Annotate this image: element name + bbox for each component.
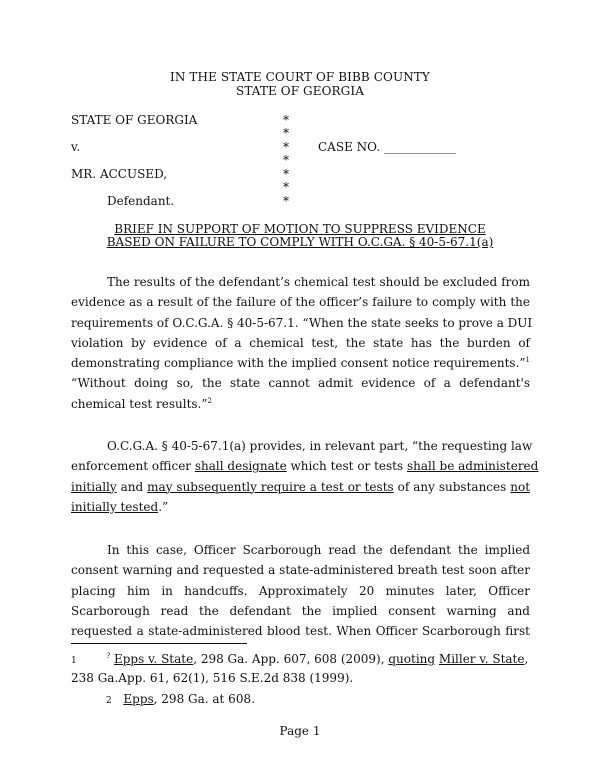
caption-defendant-name: MR. ACCUSED, [71, 167, 168, 181]
paragraph-2 [71, 436, 539, 517]
caption-divider-star: * [283, 180, 289, 194]
paragraph-text: violation by evidence of a chemical test, the state has the burden of [71, 335, 530, 350]
caption-divider-star: * [283, 126, 289, 140]
caption-divider-star: * [283, 140, 289, 154]
caption-defendant-role: Defendant. [107, 194, 175, 208]
paragraph-3 [71, 540, 530, 641]
footnote-ref-2[interactable]: 2 [207, 396, 212, 405]
paragraph-text: enforcement officer [71, 459, 195, 474]
court-state: STATE OF GEORGIA [236, 84, 364, 98]
emphasis-underline: initially tested [71, 499, 159, 514]
brief-title-line2: BASED ON FAILURE TO COMPLY WITH O.C.GA. § 40-5-67.1(a) [106, 235, 494, 249]
emphasis-underline: may subsequently require a test or tests [147, 479, 394, 494]
footnote-number: 1 [71, 656, 77, 666]
footnote-1 [71, 652, 528, 669]
caption-case-number: CASE NO. ____________ [318, 140, 456, 154]
footnote-text: , 298 Ga. App. 607, 608 (2009), [193, 652, 389, 666]
page-number: Page 1 [279, 724, 321, 738]
caption-divider-star: * [283, 194, 289, 208]
paragraph-text: In this case, Officer Scarborough read the defendant the implied [107, 543, 530, 557]
caption-divider-star: * [283, 113, 289, 127]
paragraph-text: “Without doing so, the state cannot admit evidence of a defendant's [71, 376, 530, 391]
emphasis-underline: shall designate [194, 459, 287, 474]
footnote-text: , [524, 652, 529, 666]
case-citation: Epps v. State [113, 652, 194, 666]
footnote-ref-1[interactable]: 1 [525, 356, 530, 365]
paragraph-text: of any substances [393, 479, 511, 494]
paragraph-text: .” [158, 499, 169, 514]
caption-divider-star: * [283, 153, 289, 167]
paragraph-text: chemical test results.” [71, 396, 208, 411]
footnote-1-continued: 238 Ga.App. 61, 62(1), 516 S.E.2d 838 (1999). [71, 671, 354, 685]
paragraph-text: consent warning and requested a state-administered breath test soon after [71, 563, 530, 578]
paragraph-text: requested a state-administered blood test. When Officer Scarborough first [71, 624, 530, 639]
case-citation: Miller v. State [438, 652, 525, 666]
footnote-2 [106, 692, 255, 709]
caption-versus: v. [71, 140, 81, 154]
case-citation: Epps [123, 692, 154, 706]
caption-plaintiff: STATE OF GEORGIA [71, 113, 198, 127]
footnote-text: , 298 Ga. at 608. [153, 692, 255, 706]
brief-title-line1: BRIEF IN SUPPORT OF MOTION TO SUPPRESS EVIDENCE [114, 222, 486, 236]
emphasis-underline: shall be administered [406, 459, 539, 474]
paragraph-text: requirements of O.C.G.A. § 40-5-67.1. “When the state seeks to prove a DUI [71, 315, 533, 330]
paragraph-text: Scarborough read the defendant the implied consent warning and [71, 603, 530, 618]
paragraph-text: placing him in handcuffs. Approximately 20 minutes later, Officer [71, 583, 530, 598]
emphasis-underline: not [510, 479, 531, 494]
court-name: IN THE STATE COURT OF BIBB COUNTY [170, 70, 430, 84]
paragraph-text: The results of the defendant’s chemical test should be excluded from [107, 275, 530, 289]
paragraph-text: and [116, 479, 148, 494]
footnote-separator [71, 643, 247, 644]
caption-divider-star: * [283, 167, 289, 181]
emphasis-underline: initially [71, 479, 117, 494]
paragraph-text: which test or tests [286, 459, 407, 474]
footnote-number: 2 [106, 696, 112, 706]
paragraph-1 [71, 272, 533, 414]
paragraph-text: O.C.G.A. § 40-5-67.1(a) provides, in relevant part, “the requesting law [107, 439, 533, 453]
footnote-mark: ? [106, 652, 111, 660]
paragraph-text: demonstrating compliance with the implied consent notice requirements.” [71, 356, 526, 371]
citation-signal: quoting [388, 652, 436, 666]
paragraph-text: evidence as a result of the failure of the officer’s failure to comply with the [71, 295, 530, 310]
